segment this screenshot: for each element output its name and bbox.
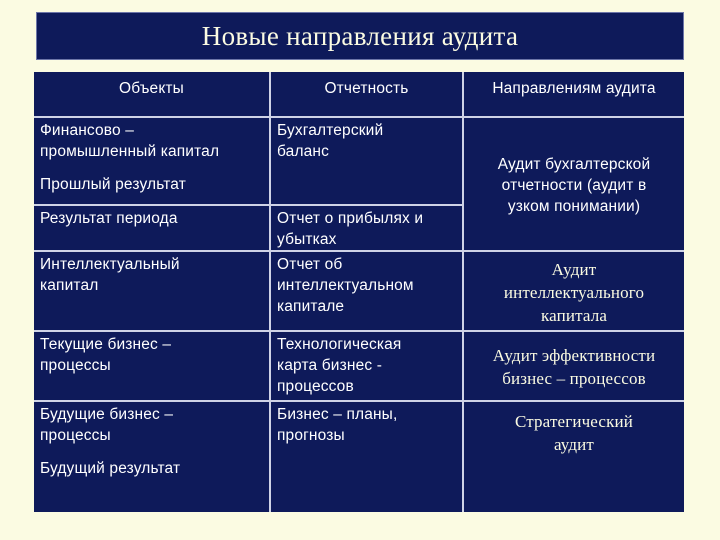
row-gap	[40, 162, 263, 174]
audit-table	[34, 72, 684, 512]
cell-process-map: Технологическая карта бизнес - процессов	[270, 331, 463, 401]
direction-accounting-audit: Аудит бухгалтерской отчетности (аудит в узком понимании)	[463, 117, 684, 251]
page-title: Новые направления аудита	[201, 20, 519, 51]
table-row	[34, 401, 684, 512]
direction-efficiency-audit: Аудит эффективности бизнес – процессов	[463, 331, 684, 401]
table-row	[34, 117, 684, 205]
financial-capital-text: Финансово – промышленный капитал	[40, 122, 220, 160]
cell-future	[34, 401, 270, 512]
cell-current-processes: Текущие бизнес – процессы	[34, 331, 270, 401]
row-gap	[40, 446, 263, 458]
cell-ic-report: Отчет об интеллектуальном капитале	[270, 251, 463, 331]
future-result-text: Будущий результат	[40, 460, 181, 477]
header-reporting: Отчетность	[270, 72, 463, 117]
future-processes-text: Будущие бизнес – процессы	[40, 406, 174, 444]
direction-ic-audit: Аудит интеллектуального капитала	[463, 251, 684, 331]
audit-table-container	[34, 72, 684, 512]
cell-intellectual-capital: Интеллектуальный капитал	[34, 251, 270, 331]
direction-strategic-audit: Стратегический аудит	[463, 401, 684, 512]
cell-objects-financial	[34, 117, 270, 205]
table-row	[34, 251, 684, 331]
cell-plans: Бизнес – планы, прогнозы	[270, 401, 463, 512]
cell-period-result: Результат периода	[34, 205, 270, 251]
past-result-text: Прошлый результат	[40, 176, 186, 193]
cell-pl-report: Отчет о прибылях и убытках	[270, 205, 463, 251]
cell-balance: Бухгалтерский баланс	[270, 117, 463, 205]
header-objects: Объекты	[34, 72, 270, 117]
header-row	[34, 72, 684, 117]
header-directions: Направлениям аудита	[463, 72, 684, 117]
table-row	[34, 331, 684, 401]
title-banner	[36, 12, 684, 60]
